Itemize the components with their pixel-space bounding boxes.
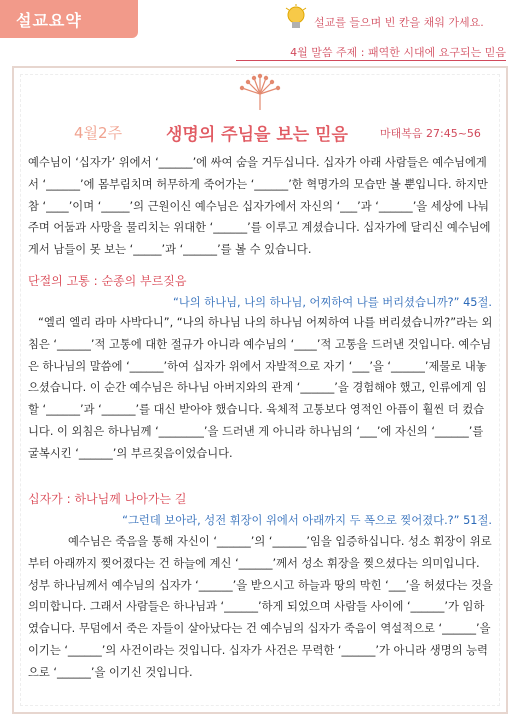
section1-body: “엘리 엘리 라마 사박다니”, “나의 하나님 나의 하나님 어찌하여 나를 버리셨습니까?”라는 외침은 ‘______’적 고통에 대한 절규가 아니라 예수님의 ‘____’적 고통을 드러낸 것입니다. 예수님은 하나님의 말씀에 ‘______’하여 십자가 위에서 자발적으로 자기 ‘___’을 ‘______’제물로 내놓으셨습니다. 이 순간 예수님은 하나님 아버지와의 관계 ‘______’을 경험해야 했고, 인류에게 임할 ‘______’과 ‘______’를 대신 받아야 했습니다. 육체적 고통보다 영적인 아픔이 훨씬 더 컸습니다. 이 외침은 하나님께 ‘________’을 드러낸 게 아니라 하나님의 ‘___’에 자신의 ‘______’를 굴복시킨 ‘______’의 부르짖음이었습니다.	[28, 316, 493, 460]
flower-icon	[236, 72, 284, 112]
scripture-reference: 마태복음 27:45~56	[380, 127, 481, 140]
instruction-text: 설교를 들으며 빈 칸을 채워 가세요.	[314, 16, 484, 29]
sermon-week: 4월2주	[74, 124, 123, 142]
header-tab	[0, 0, 138, 38]
section2-quote: “그런데 보아라, 성전 휘장이 위에서 아래까지 두 폭으로 찢어졌다.?” 51절.	[122, 514, 492, 527]
theme-underline	[236, 60, 506, 61]
sermon-title: 생명의 주님을 보는 믿음	[166, 125, 348, 145]
section2-body: 예수님은 죽음을 통해 자신이 ‘______’의 ‘______’임을 입증하십니다. 성소 휘장이 위로부터 아래까지 찢어졌다는 건 하늘에 계신 ‘______’께서 성소 휘장을 찢으셨다는 의미입니다. 성부 하나님께서 예수님의 십자가 ‘______’을 받으시고 하늘과 땅의 막힌 ‘___’을 허셨다는 것을 의미합니다. 그래서 사람들은 하나님과 ‘______’하게 되었으며 사람들 사이에 ‘______’가 임하였습니다. 무덤에서 죽은 자들이 살아났다는 건 예수님의 십자가 죽음이 역설적으로 ‘______’을 이기는 ‘______’의 사건이라는 것입니다. 십자가 사건은 무력한 ‘______’가 아니라 생명의 능력으로 ‘______’을 이기신 것입니다.	[28, 535, 493, 679]
header-tab-label: 설교요약	[16, 11, 82, 30]
intro-paragraph: 예수님이 ‘십자가’ 위에서 ‘______’에 싸여 숨을 거두십니다. 십자가 아래 사람들은 예수님에게서 ‘______’에 몸부림치며 허무하게 죽어가는 ‘______’한 혁명가의 모습만 볼 뿐입니다. 하지만 참 ‘____’이며 ‘_____’의 근원이신 예수님은 십자가에서 자신의 ‘___’과 ‘______’을 세상에 나눠주며 어둠과 사망을 물리치는 위대한 ‘______’를 이루고 계셨습니다. 십자가에 달리신 예수님에게서 남들이 못 보는 ‘_____’과 ‘______’를 볼 수 있습니다.	[28, 156, 491, 257]
section2-heading: 십자가 : 하나님께 나아가는 길	[28, 492, 187, 506]
section1-heading: 단절의 고통 : 순종의 부르짖음	[28, 274, 187, 288]
monthly-theme: 4월 말씀 주제 : 패역한 시대에 요구되는 믿음	[290, 46, 506, 59]
lightbulb-icon	[284, 4, 308, 34]
section1-quote: “나의 하나님, 나의 하나님, 어찌하여 나를 버리셨습니까?” 45절.	[173, 296, 492, 309]
